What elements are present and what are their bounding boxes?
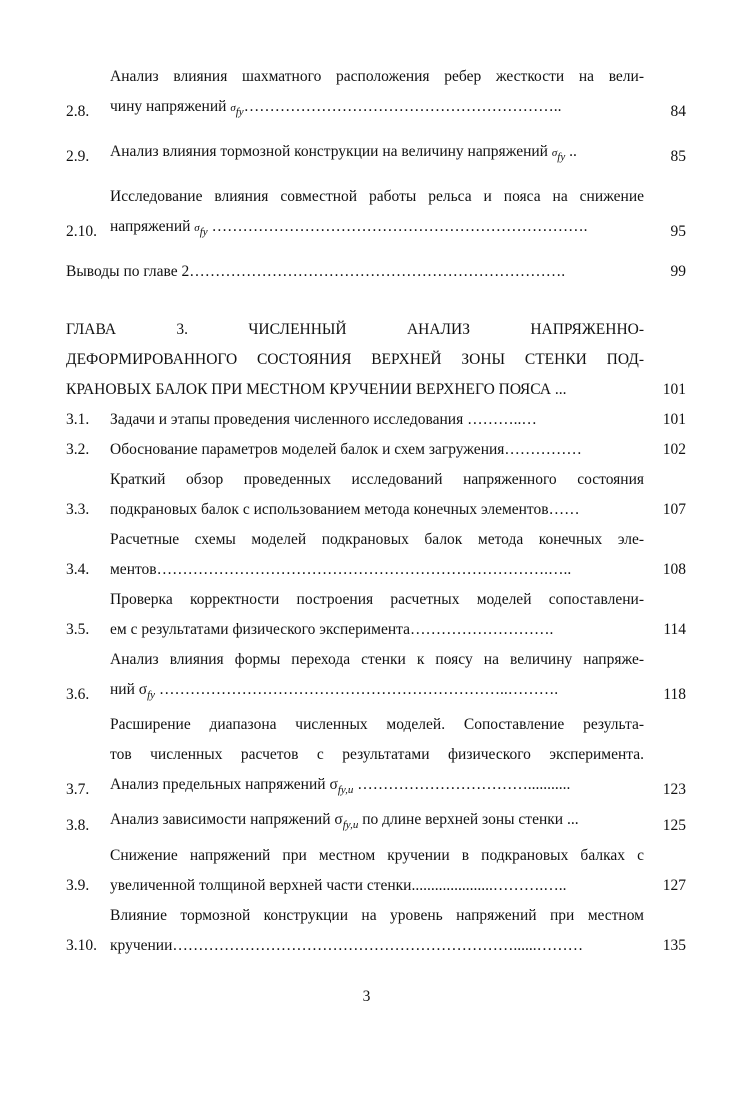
toc-entry-3-8 bbox=[66, 805, 686, 840]
chapter-title-line: ДЕФОРМИРОВАННОГО СОСТОЯНИЯ ВЕРХНЕЙ ЗОНЫ СТЕНКИ ПОД- bbox=[66, 351, 644, 369]
toc-number: 3.4. bbox=[66, 561, 90, 579]
toc-title-line: Краткий обзор проведенных исследований напряженного состояния bbox=[110, 471, 644, 489]
toc-page: 101 bbox=[662, 381, 686, 399]
toc-entry-3-4 bbox=[66, 525, 686, 585]
sigma-subscript: fy bbox=[147, 689, 156, 702]
page-number: 3 bbox=[362, 988, 371, 1005]
chapter-title-line: КРАНОВЫХ БАЛОК ПРИ МЕСТНОМ КРУЧЕНИИ ВЕРХНЕГО ПОЯСА ... bbox=[66, 381, 567, 399]
toc-leader: …………………………………………………………..………. bbox=[155, 681, 559, 699]
toc-leader: ………………………………………………………………. bbox=[211, 218, 588, 236]
toc-entry-3-9 bbox=[66, 841, 686, 901]
toc-number: 3.3. bbox=[66, 501, 90, 519]
toc-title-line: подкрановых балок с использованием метода конечных элементов…… bbox=[110, 501, 580, 519]
toc-page: 114 bbox=[663, 621, 686, 639]
toc-title-line: Анализ предельных напряжений σ bbox=[110, 776, 338, 794]
toc-title-line: Исследование влияния совместной работы рельса и пояса на снижение bbox=[110, 188, 644, 206]
toc-title-line: Расширение диапазона численных моделей. Сопоставление результа- bbox=[110, 716, 644, 734]
sigma-subscript: fy bbox=[199, 226, 208, 239]
chapter-title-line: ГЛАВА 3. ЧИСЛЕННЫЙ АНАЛИЗ НАПРЯЖЕННО- bbox=[66, 321, 644, 339]
toc-leader: ……………………………........... bbox=[353, 776, 571, 794]
toc-page: 108 bbox=[662, 561, 686, 579]
toc-title-line: тов численных расчетов с результатами физического эксперимента. bbox=[110, 746, 644, 764]
sigma-subscript: fy,u bbox=[337, 784, 354, 797]
toc-page: 101 bbox=[662, 411, 686, 429]
toc-number: 3.10. bbox=[66, 936, 97, 954]
toc-number: 3.2. bbox=[66, 441, 90, 459]
toc-page: 125 bbox=[662, 816, 686, 834]
toc-number: 3.5. bbox=[66, 621, 90, 639]
toc-title-line: Расчетные схемы моделей подкрановых балок метода конечных эле- bbox=[110, 531, 644, 549]
toc-entry-conclusions-2 bbox=[66, 257, 686, 287]
sigma-symbol: σ bbox=[194, 222, 200, 235]
toc-entry-3-10 bbox=[66, 901, 686, 961]
toc-title-line: Анализ влияния шахматного расположения ребер жесткости на вели- bbox=[110, 68, 644, 85]
sigma-symbol: σ bbox=[551, 147, 558, 160]
toc-page: 84 bbox=[670, 103, 686, 121]
sigma-subscript: fy,u bbox=[342, 819, 359, 832]
toc-entry-2-8 bbox=[66, 62, 686, 127]
toc-page: 95 bbox=[670, 223, 686, 241]
toc-title-line: Снижение напряжений при местном кручении в подкрановых балках с bbox=[110, 846, 644, 864]
toc-number: 3.9. bbox=[66, 876, 90, 894]
toc-title-line: напряжений bbox=[110, 218, 191, 236]
toc-chapter-3 bbox=[66, 315, 686, 405]
toc-number: 3.7. bbox=[66, 781, 90, 799]
toc-page: 118 bbox=[663, 686, 686, 704]
toc-title-line: Выводы по главе 2………………………………………………………………. bbox=[66, 263, 566, 281]
toc-title-line: Анализ влияния формы перехода стенки к поясу на величину напряже- bbox=[110, 651, 644, 669]
toc-page: 127 bbox=[662, 876, 686, 894]
toc-number: 2.8. bbox=[66, 103, 90, 121]
toc-title-line: Задачи и этапы проведения численного исследования ………..… bbox=[110, 411, 537, 429]
toc-leader: …………………………………………………….. bbox=[243, 98, 562, 115]
toc-title-line: Проверка корректности построения расчетных моделей сопоставлени- bbox=[110, 591, 644, 609]
sigma-subscript: fy bbox=[557, 151, 566, 164]
toc-title-line: Обоснование параметров моделей балок и схем загружения…………… bbox=[110, 441, 582, 459]
toc-title-line: Анализ влияния тормозной конструкции на величину напряжений bbox=[110, 143, 548, 161]
toc-page: 107 bbox=[662, 501, 686, 519]
toc-entry-2-9 bbox=[66, 137, 686, 172]
toc-entry-3-5 bbox=[66, 585, 686, 645]
toc-number: 3.6. bbox=[66, 686, 90, 704]
toc-page: 123 bbox=[662, 781, 686, 799]
toc-number: 3.8. bbox=[66, 816, 90, 834]
sigma-subscript: fy bbox=[235, 106, 244, 119]
toc-title-line: ний σ bbox=[110, 681, 148, 699]
toc-entry-3-3 bbox=[66, 465, 686, 525]
toc-title-line: Влияние тормозной конструкции на уровень напряжений при местном bbox=[110, 906, 644, 924]
toc-page: 85 bbox=[670, 148, 686, 166]
toc-number: 2.10. bbox=[66, 223, 97, 241]
toc-title-line: кручении…………………………………………………………......……… bbox=[110, 936, 584, 954]
toc-title-line: увеличенной толщиной верхней части стенки.....................……….….. bbox=[110, 876, 567, 894]
table-of-contents bbox=[66, 62, 686, 961]
toc-entry-3-6 bbox=[66, 645, 686, 710]
toc-page: 99 bbox=[670, 263, 686, 281]
toc-title-line: ментов………………………………………………………………….….. bbox=[110, 561, 572, 579]
toc-number: 3.1. bbox=[66, 411, 90, 429]
toc-entry-3-7 bbox=[66, 710, 686, 805]
toc-title-line: ем с результатами физического эксперимента………………………. bbox=[110, 621, 554, 639]
toc-title-line: по длине верхней зоны стенки ... bbox=[358, 811, 579, 829]
toc-title-line: чину напряжений bbox=[110, 98, 227, 115]
toc-entry-2-10 bbox=[66, 182, 686, 247]
toc-leader: .. bbox=[569, 143, 577, 161]
toc-entry-3-1 bbox=[66, 405, 686, 435]
sigma-symbol: σ bbox=[230, 102, 236, 114]
toc-number: 2.9. bbox=[66, 148, 90, 166]
toc-entry-3-2 bbox=[66, 435, 686, 465]
toc-page: 135 bbox=[662, 936, 686, 954]
toc-page: 102 bbox=[662, 441, 686, 459]
toc-title-line: Анализ зависимости напряжений σ bbox=[110, 811, 343, 829]
